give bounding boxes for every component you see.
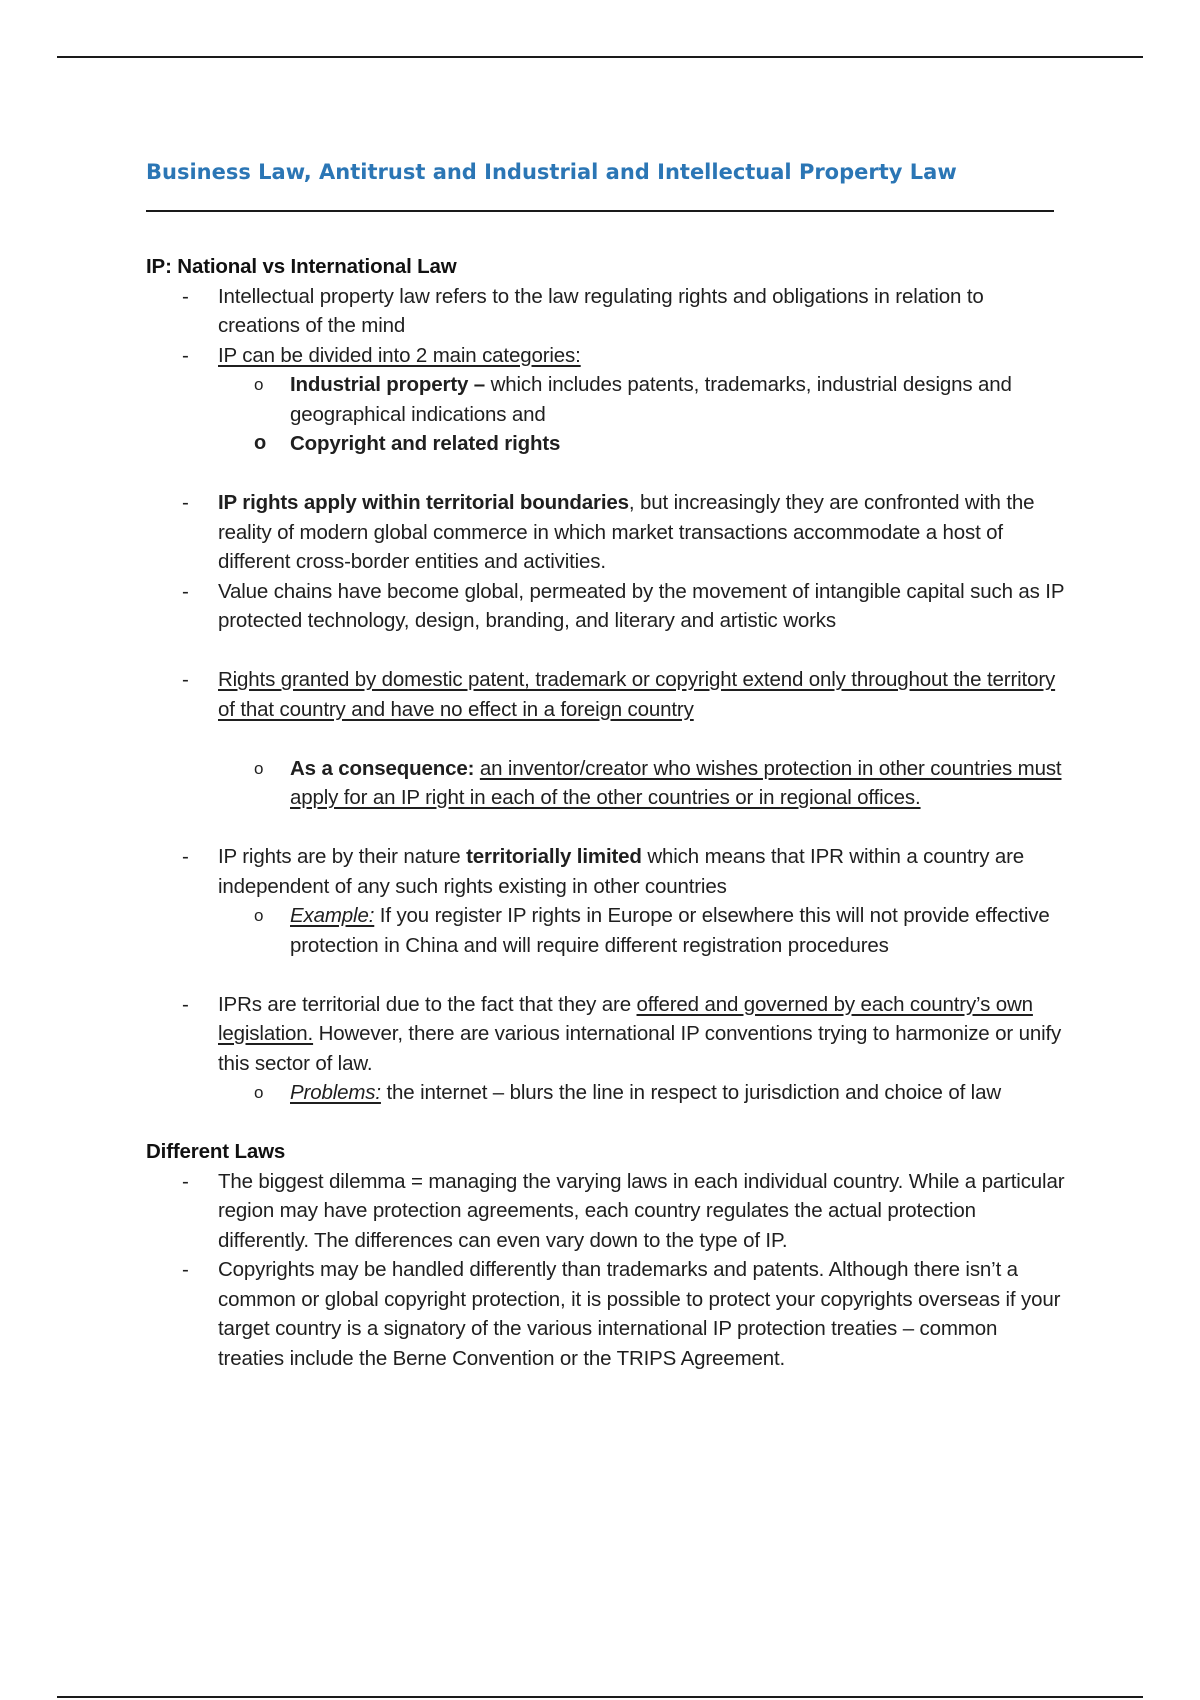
sub-item-text: an inventor/creator who wishes protection in other countries must apply for an IP right in each of the other countries or in regional offices. xyxy=(290,756,1062,809)
sub-item-bold-text: As a consequence: xyxy=(290,756,475,780)
circle-bullet: o xyxy=(254,1083,264,1102)
dash-bullet: - xyxy=(182,284,189,308)
list-item xyxy=(146,282,1066,341)
dash-bullet: - xyxy=(182,1258,189,1281)
sub-list-item xyxy=(146,370,1066,429)
list-item xyxy=(146,577,1066,636)
sub-item-text: If you register IP rights in Europe or elsewhere this will not provide effective protection in China and will require different registration procedures xyxy=(290,904,1050,957)
dash-bullet: - xyxy=(182,845,189,868)
dash-bullet: - xyxy=(182,992,189,1016)
list-item-bold-text: IP rights apply within territorial boundaries xyxy=(218,491,629,514)
dash-bullet: - xyxy=(182,668,189,691)
list-item-text: IP rights are by their nature xyxy=(218,845,467,868)
circle-bullet: o xyxy=(254,906,264,925)
sub-item-bold-text: Industrial property – xyxy=(290,373,486,396)
page-title: Business Law, Antitrust and Industrial and Intellectual Property Law xyxy=(146,160,957,184)
document-body xyxy=(146,252,1066,1373)
list-item-text: Value chains have become global, permeated by the movement of intangible capital such as IP protected technology, design, branding, and literary and artistic works xyxy=(218,579,1064,632)
sub-list-item xyxy=(146,1078,1066,1108)
section-heading-different-laws: Different Laws xyxy=(146,1140,286,1163)
sub-item-text: the internet – blurs the line in respect to jurisdiction and choice of law xyxy=(380,1081,1001,1104)
list-item xyxy=(146,665,1066,724)
page-top-rule xyxy=(57,56,1143,58)
list-item-text: , but increasingly they are confronted with the reality of modern global commerce in which market transactions accommodate a host of different cross-border entities and activities. xyxy=(218,491,1035,573)
list-item-text: Intellectual property law refers to the law regulating rights and obligations in relation to creations of the mind xyxy=(218,284,984,337)
circle-bullet: o xyxy=(254,375,264,394)
sub-list-item xyxy=(146,429,1066,459)
sub-item-bold-text: Copyright and related rights xyxy=(290,432,561,455)
circle-bullet: o xyxy=(254,432,267,454)
list-item xyxy=(146,341,1066,371)
section-heading-ip-national-vs-international: IP: National vs International Law xyxy=(146,255,457,278)
circle-bullet: o xyxy=(254,758,264,778)
list-item-text: which means that IPR within a country are independent of any such rights existing in other countries xyxy=(218,845,1025,898)
dash-bullet: - xyxy=(182,579,189,603)
dash-bullet: - xyxy=(182,343,189,367)
list-item-underlined-text: offered and governed by each country’s own legislation. xyxy=(218,992,1033,1045)
list-item-text: IP can be divided into 2 main categories: xyxy=(218,343,581,367)
list-item-text: The biggest dilemma = managing the varying laws in each individual country. While a particular region may have protection agreements, each country regulates the actual protection differently. The differences can even vary down to the type of IP. xyxy=(218,1169,1065,1252)
list-item xyxy=(146,990,1066,1079)
list-item-text: Rights granted by domestic patent, trademark or copyright extend only throughout the territory of that country and have no effect in a foreign country xyxy=(218,668,1056,721)
sub-item-label: Example: xyxy=(290,904,375,927)
sub-item-label: Problems: xyxy=(290,1081,381,1104)
list-item xyxy=(146,1167,1066,1256)
page-bottom-rule xyxy=(57,1696,1143,1698)
list-item xyxy=(146,1255,1066,1373)
dash-bullet: - xyxy=(182,1169,189,1193)
list-item-bold-text: territorially limited xyxy=(466,845,642,868)
sub-list-item xyxy=(146,754,1066,813)
list-item xyxy=(146,842,1066,901)
list-item-text: Copyrights may be handled differently than trademarks and patents. Although there isn’t a common or global copyright protection, it is possible to protect your copyrights overseas if your target country is a signatory of the various international IP protection treaties – common treaties include the Berne Convention or the TRIPS Agreement. xyxy=(218,1258,1061,1370)
title-underline-rule xyxy=(146,210,1054,212)
sub-list-item xyxy=(146,901,1066,960)
list-item-text: IPRs are territorial due to the fact that they are xyxy=(218,992,637,1016)
dash-bullet: - xyxy=(182,491,189,514)
list-item-text: However, there are various international IP conventions trying to harmonize or unify this sector of law. xyxy=(218,1022,1062,1075)
list-item xyxy=(146,488,1066,577)
sub-item-text: which includes patents, trademarks, industrial designs and geographical indications and xyxy=(290,373,1012,426)
